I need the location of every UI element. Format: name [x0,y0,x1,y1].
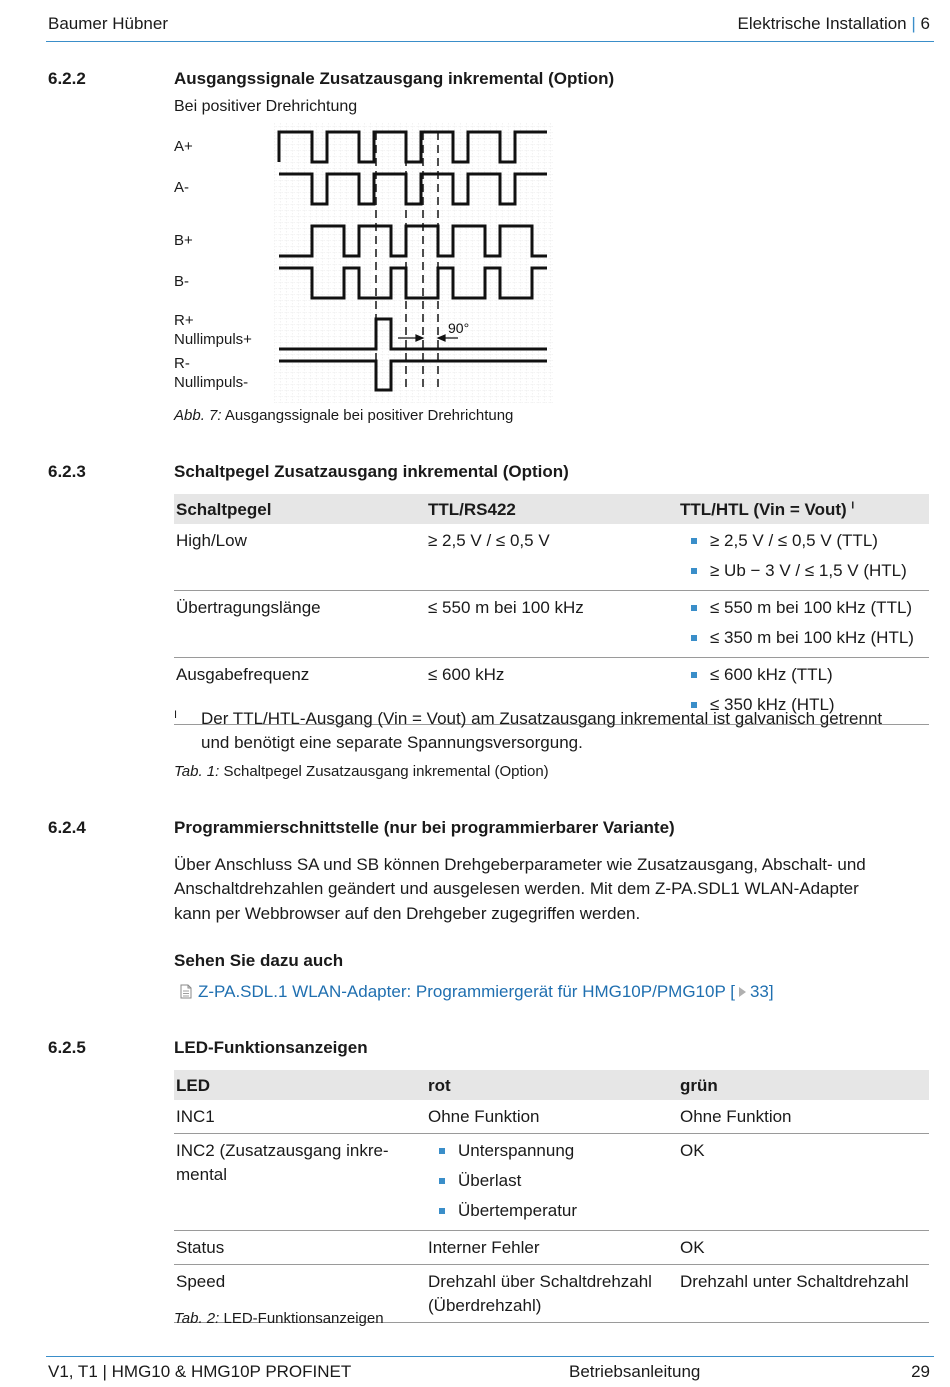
cell-gruen: Drehzahl unter Schaltdrehzahl [678,1265,929,1323]
table-caption-text: Schaltpegel Zusatzausgang inkremental (Option) [219,763,549,780]
cell-value: ≥ 2,5 V / ≤ 0,5 V [426,524,678,591]
link-bracket-open: [ [730,982,735,1001]
section-6-2-2-title: Ausgangssignale Zusatzausgang inkremental (Option) [174,69,615,88]
column-header-ttl-htl [678,494,929,524]
table-row [174,1134,929,1231]
cell-list [678,591,929,658]
cell-gruen: Ohne Funktion [678,1100,929,1134]
cell-rot-line-1: Drehzahl über Schaltdrehzahl [428,1272,652,1291]
table-caption-2 [174,1310,384,1327]
section-6-2-5-number: 6.2.5 [48,1038,86,1057]
header-company: Baumer Hübner [48,14,169,33]
footnote-mark: I [174,709,178,721]
table-caption-1 [174,763,549,780]
cell-value: ≤ 600 kHz [426,658,678,725]
table-row [174,1100,929,1134]
section-6-2-2-number: 6.2.2 [48,69,86,88]
column-header-schaltpegel: Schaltpegel [174,494,426,524]
link-bracket-close: ] [768,982,774,1001]
see-also-heading: Sehen Sie dazu auch [174,951,344,970]
list-item: Überlast [428,1166,676,1196]
figure-caption-7 [174,407,513,424]
signal-label-nullimpuls-plus: Nullimpuls+ [174,331,252,348]
switching-level-table [174,494,929,725]
link-page-number[interactable]: 33 [749,982,769,1001]
cell-led: Status [174,1231,426,1265]
cell-value: ≤ 550 m bei 100 kHz [426,591,678,658]
cell-led [174,1134,426,1231]
table-header-row [174,1070,929,1100]
column-header-gruen: grün [678,1070,929,1100]
signal-label-b-minus: B- [174,273,189,290]
document-icon [180,984,192,999]
header-separator: | [911,14,916,33]
cell-label: High/Low [174,524,426,591]
cell-rot [426,1265,678,1323]
header-chapter-number: 6 [920,14,930,33]
link-text[interactable]: Z-PA.SDL.1 WLAN-Adapter: Programmiergerät für HMG10P/PMG10P [198,982,726,1001]
cell-label: Ausgabefrequenz [174,658,426,725]
page-arrow-icon [738,986,747,998]
table-caption-prefix: Tab. 2: [174,1310,220,1327]
list-item: ≤ 350 kHz (HTL) [680,690,927,720]
cell-list [678,524,929,591]
paragraph-line-3: kann per Webbrowser auf den Drehgeber zugegriffen werden. [174,904,641,923]
cell-gruen: OK [678,1231,929,1265]
header-chapter-title: Elektrische Installation [737,14,907,33]
cell-label: Übertragungslänge [174,591,426,658]
cell-rot-line-2: (Überdrehzahl) [428,1296,542,1315]
section-6-2-4-title: Programmierschnittstelle (nur bei programmierbarer Variante) [174,818,675,837]
list-item: ≥ 2,5 V / ≤ 0,5 V (TTL) [680,526,927,556]
header-chapter [738,14,931,34]
footer-rule [46,1356,934,1357]
table-caption-prefix: Tab. 1: [174,763,220,780]
footnote-reference: I [851,500,855,512]
signal-label-r-minus: R- [174,355,190,372]
signal-timing-diagram [268,120,560,405]
list-item: ≤ 550 m bei 100 kHz (TTL) [680,593,927,623]
led-function-table [174,1070,929,1323]
angle-label: 90° [448,320,470,336]
section-6-2-4-number: 6.2.4 [48,818,86,837]
cross-reference-link[interactable] [180,982,774,1002]
cell-rot [426,1134,678,1231]
column-header-ttl-htl-label: TTL/HTL (Vin = Vout) [680,500,847,519]
figure-caption-text: Ausgangssignale bei positiver Drehrichtung [221,407,514,424]
signal-label-a-plus: A+ [174,138,193,155]
cell-led-line-2: mental [176,1165,228,1184]
table-header-row [174,494,929,524]
list-item: ≥ Ub − 3 V / ≤ 1,5 V (HTL) [680,556,927,586]
signal-label-r-plus: R+ [174,312,194,329]
cell-rot: Interner Fehler [426,1231,678,1265]
footnote-text-line-1: Der TTL/HTL-Ausgang (Vin = Vout) am Zusatzausgang inkremental ist galvanisch getrennt [201,709,883,728]
signal-diagram-subtitle: Bei positiver Drehrichtung [174,98,358,115]
cell-gruen: OK [678,1134,929,1231]
list-item: ≤ 350 m bei 100 kHz (HTL) [680,623,927,653]
section-6-2-3-number: 6.2.3 [48,462,86,481]
table-row [174,1231,929,1265]
list-item: Übertemperatur [428,1196,676,1226]
footer-page-number: 29 [911,1362,930,1381]
table-caption-text: LED-Funktionsanzeigen [219,1310,384,1327]
table-row [174,524,929,591]
signal-label-nullimpuls-minus: Nullimpuls- [174,374,249,391]
list-item: Unterspannung [428,1136,676,1166]
column-header-rot: rot [426,1070,678,1100]
figure-caption-prefix: Abb. 7: [174,407,222,424]
cell-led-line-1: INC2 (Zusatzausgang inkre- [176,1141,389,1160]
signal-label-b-plus: B+ [174,232,193,249]
cell-led: INC1 [174,1100,426,1134]
signal-label-a-minus: A- [174,179,189,196]
cell-led: Speed [174,1265,426,1323]
footer-document-id: V1, T1 | HMG10 & HMG10P PROFINET [48,1362,352,1381]
table-row [174,591,929,658]
footer-document-type: Betriebsanleitung [569,1362,701,1381]
header-rule [46,41,934,42]
cell-rot: Ohne Funktion [426,1100,678,1134]
column-header-ttl-rs422: TTL/RS422 [426,494,678,524]
section-6-2-5-title: LED-Funktionsanzeigen [174,1038,368,1057]
section-6-2-3-title: Schaltpegel Zusatzausgang inkremental (Option) [174,462,569,481]
column-header-led: LED [174,1070,426,1100]
paragraph-line-2: Anschaltdrehzahlen geändert und ausgelesen werden. Mit dem Z-PA.SDL1 WLAN-Adapter [174,879,859,898]
footnote-text-line-2: und benötigt eine separate Spannungsversorgung. [201,733,583,752]
paragraph-line-1: Über Anschluss SA und SB können Drehgeberparameter wie Zusatzausgang, Abschalt- und [174,855,866,874]
list-item: ≤ 600 kHz (TTL) [680,660,927,690]
